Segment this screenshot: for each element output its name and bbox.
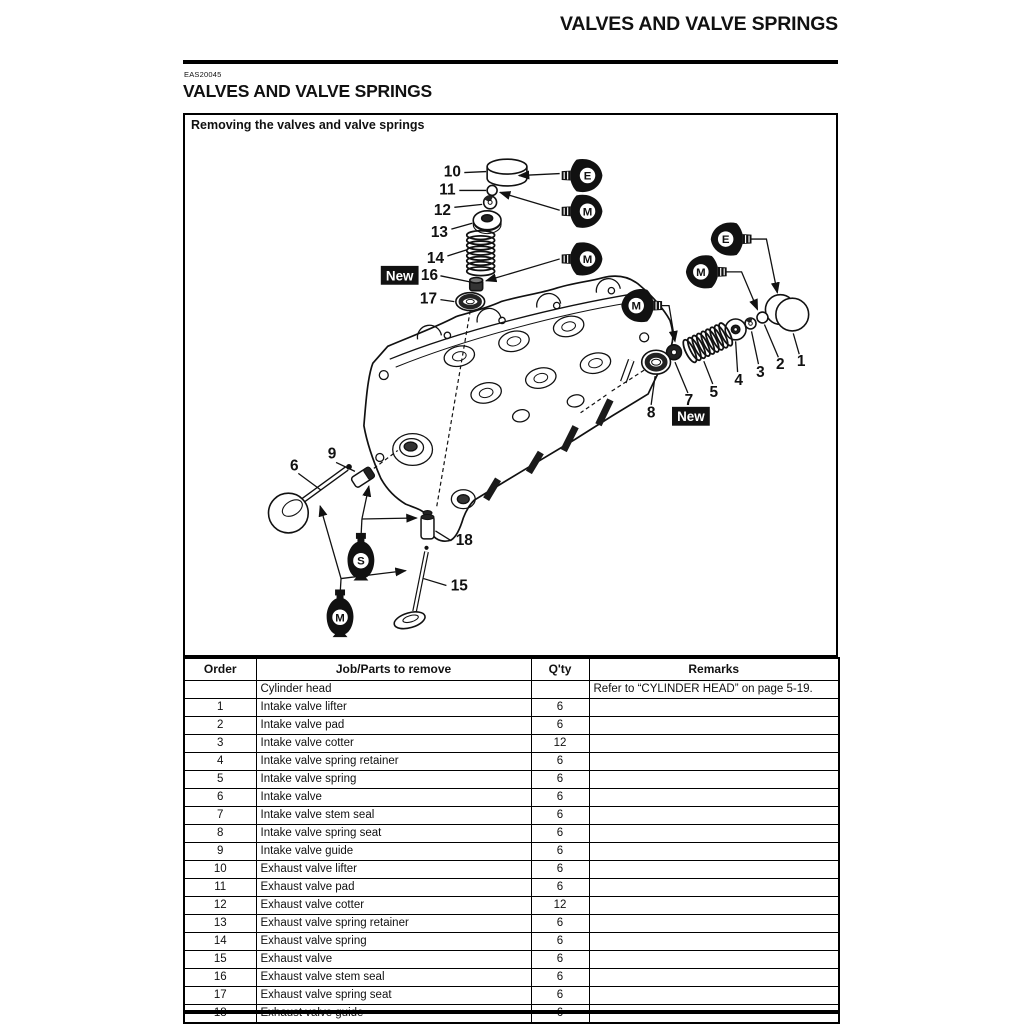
cell-remarks bbox=[589, 897, 839, 915]
table-row bbox=[184, 681, 839, 699]
cell-order: 17 bbox=[184, 987, 256, 1005]
new-tag bbox=[381, 266, 419, 285]
cell-remarks bbox=[589, 717, 839, 735]
callout-14: 14 bbox=[426, 249, 445, 267]
table-row bbox=[184, 879, 839, 897]
table-row bbox=[184, 825, 839, 843]
table-row bbox=[184, 753, 839, 771]
cell-order: 12 bbox=[184, 897, 256, 915]
cell-remarks bbox=[589, 969, 839, 987]
lube-symbol-m-icon bbox=[686, 255, 727, 288]
callout-7: 7 bbox=[684, 391, 694, 409]
cell-job: Intake valve lifter bbox=[256, 699, 531, 717]
lube-symbol-e-icon bbox=[562, 159, 603, 192]
cell-job: Intake valve spring retainer bbox=[256, 753, 531, 771]
cell-job: Cylinder head bbox=[256, 681, 531, 699]
exhaust-valve-part bbox=[392, 552, 427, 632]
callout-18: 18 bbox=[455, 531, 473, 549]
cell-qty: 6 bbox=[531, 969, 589, 987]
cell-qty: 6 bbox=[531, 699, 589, 717]
cell-qty: 6 bbox=[531, 879, 589, 897]
cell-order: 5 bbox=[184, 771, 256, 789]
cell-remarks bbox=[589, 753, 839, 771]
callout-11: 11 bbox=[439, 181, 456, 199]
lube-letter: E bbox=[721, 234, 730, 247]
cell-job: Intake valve spring seat bbox=[256, 825, 531, 843]
cell-qty: 6 bbox=[531, 717, 589, 735]
cell-job: Intake valve bbox=[256, 789, 531, 807]
cell-order: 7 bbox=[184, 807, 256, 825]
table-row bbox=[184, 861, 839, 879]
cell-qty: 6 bbox=[531, 861, 589, 879]
cell-qty: 6 bbox=[531, 987, 589, 1005]
exhaust-valve-cotter-part bbox=[484, 196, 497, 209]
intake-valve-cotter-part bbox=[745, 318, 756, 329]
cell-qty: 6 bbox=[531, 933, 589, 951]
callout-2: 2 bbox=[776, 356, 785, 374]
exhaust-valve-spring-part bbox=[467, 231, 495, 276]
callout-9: 9 bbox=[327, 445, 337, 463]
top-rule bbox=[183, 60, 838, 64]
cell-qty: 6 bbox=[531, 789, 589, 807]
cell-qty: 12 bbox=[531, 735, 589, 753]
cell-qty bbox=[531, 681, 589, 699]
lube-symbol-m-icon bbox=[562, 195, 603, 228]
cell-job: Intake valve guide bbox=[256, 843, 531, 861]
table-row bbox=[184, 717, 839, 735]
cell-order: 3 bbox=[184, 735, 256, 753]
cell-qty: 6 bbox=[531, 951, 589, 969]
new-tag-label: New bbox=[677, 409, 705, 425]
cell-job: Exhaust valve spring bbox=[256, 933, 531, 951]
cell-order: 6 bbox=[184, 789, 256, 807]
cell-remarks bbox=[589, 789, 839, 807]
col-header-remarks: Remarks bbox=[589, 658, 839, 681]
cell-order: 4 bbox=[184, 753, 256, 771]
lube-symbol-m-icon bbox=[562, 242, 603, 275]
callout-12: 12 bbox=[433, 202, 451, 220]
lube-letter: M bbox=[631, 300, 641, 313]
callout-10: 10 bbox=[443, 163, 461, 181]
cell-order: 16 bbox=[184, 969, 256, 987]
cell-job: Exhaust valve bbox=[256, 951, 531, 969]
cell-qty: 6 bbox=[531, 807, 589, 825]
cell-order: 9 bbox=[184, 843, 256, 861]
table-header-row bbox=[184, 658, 839, 681]
cell-job: Intake valve pad bbox=[256, 717, 531, 735]
col-header-qty: Q'ty bbox=[531, 658, 589, 681]
cell-order: 14 bbox=[184, 933, 256, 951]
section-code: EAS20045 bbox=[184, 70, 222, 79]
cell-order: 1 bbox=[184, 699, 256, 717]
cell-job: Exhaust valve stem seal bbox=[256, 969, 531, 987]
table-row bbox=[184, 735, 839, 753]
cell-job: Exhaust valve cotter bbox=[256, 897, 531, 915]
lube-symbol-s-icon bbox=[348, 533, 375, 581]
cell-order: 15 bbox=[184, 951, 256, 969]
table-row bbox=[184, 843, 839, 861]
cell-remarks bbox=[589, 915, 839, 933]
table-row bbox=[184, 951, 839, 969]
table-row bbox=[184, 771, 839, 789]
cell-remarks bbox=[589, 987, 839, 1005]
intake-valve-guide-part bbox=[350, 466, 375, 488]
cell-job: Intake valve spring bbox=[256, 771, 531, 789]
callout-1: 1 bbox=[796, 353, 806, 371]
intake-valve-spring-part bbox=[681, 321, 735, 364]
intake-valve-lifter-part bbox=[776, 298, 809, 331]
callout-3: 3 bbox=[756, 364, 765, 382]
lube-symbol-e-icon bbox=[711, 223, 752, 256]
callout-17: 17 bbox=[419, 290, 438, 308]
cell-qty: 6 bbox=[531, 825, 589, 843]
lube-letter: M bbox=[582, 206, 593, 219]
new-tag bbox=[672, 407, 710, 426]
exploded-view-figure bbox=[183, 113, 838, 657]
callout-8: 8 bbox=[646, 404, 656, 422]
lube-letter: M bbox=[582, 253, 593, 266]
bottom-rule bbox=[183, 1010, 838, 1014]
cell-job: Exhaust valve spring retainer bbox=[256, 915, 531, 933]
cell-order bbox=[184, 681, 256, 699]
col-header-job: Job/Parts to remove bbox=[256, 658, 531, 681]
cell-remarks bbox=[589, 951, 839, 969]
cell-job: Intake valve cotter bbox=[256, 735, 531, 753]
lube-letter: E bbox=[583, 170, 592, 183]
exhaust-valve-stem-seal-part bbox=[470, 277, 483, 290]
callout-5: 5 bbox=[709, 383, 719, 401]
cell-order: 2 bbox=[184, 717, 256, 735]
intake-valve-part bbox=[268, 465, 351, 533]
lube-letter: S bbox=[357, 555, 365, 568]
intake-valve-spring-seat-part bbox=[642, 350, 671, 374]
exhaust-parts-stack bbox=[456, 159, 527, 310]
new-tag-label: New bbox=[385, 268, 414, 284]
cell-order: 11 bbox=[184, 879, 256, 897]
callout-4: 4 bbox=[734, 372, 743, 389]
page-title: VALVES AND VALVE SPRINGS bbox=[183, 81, 432, 101]
parts-table bbox=[183, 657, 840, 1024]
cell-remarks bbox=[589, 825, 839, 843]
table-row bbox=[184, 915, 839, 933]
cell-remarks bbox=[589, 771, 839, 789]
cell-qty: 6 bbox=[531, 843, 589, 861]
cell-job: Intake valve stem seal bbox=[256, 807, 531, 825]
exhaust-valve-pad-part bbox=[487, 185, 497, 195]
callout-6: 6 bbox=[290, 457, 299, 475]
cell-remarks bbox=[589, 735, 839, 753]
cell-job: Exhaust valve spring seat bbox=[256, 987, 531, 1005]
cell-remarks bbox=[589, 933, 839, 951]
cell-qty: 6 bbox=[531, 915, 589, 933]
table-row bbox=[184, 933, 839, 951]
figure-caption: Removing the valves and valve springs bbox=[191, 118, 425, 132]
lube-symbol-m-icon bbox=[327, 589, 354, 637]
table-row bbox=[184, 969, 839, 987]
cell-order: 13 bbox=[184, 915, 256, 933]
cell-remarks bbox=[589, 843, 839, 861]
cell-qty: 6 bbox=[531, 771, 589, 789]
table-row bbox=[184, 897, 839, 915]
lube-letter: M bbox=[335, 612, 345, 625]
cell-job: Exhaust valve lifter bbox=[256, 861, 531, 879]
lube-letter: M bbox=[696, 266, 706, 279]
cell-remarks bbox=[589, 699, 839, 717]
cell-remarks bbox=[589, 879, 839, 897]
cell-qty: 6 bbox=[531, 753, 589, 771]
cell-remarks bbox=[589, 807, 839, 825]
table-row bbox=[184, 699, 839, 717]
intake-valve-pad-part bbox=[757, 312, 768, 323]
col-header-order: Order bbox=[184, 658, 256, 681]
table-row bbox=[184, 807, 839, 825]
table-row bbox=[184, 789, 839, 807]
cell-order: 8 bbox=[184, 825, 256, 843]
cell-order: 10 bbox=[184, 861, 256, 879]
callout-16: 16 bbox=[420, 266, 439, 284]
table-row bbox=[184, 987, 839, 1005]
running-header: VALVES AND VALVE SPRINGS bbox=[560, 13, 838, 35]
exhaust-valve-spring-seat-part bbox=[456, 293, 485, 311]
callout-15: 15 bbox=[450, 577, 468, 595]
cell-remarks: Refer to “CYLINDER HEAD” on page 5-19. bbox=[589, 681, 839, 699]
cell-job: Exhaust valve pad bbox=[256, 879, 531, 897]
callout-13: 13 bbox=[430, 224, 448, 242]
exploded-diagram bbox=[185, 115, 836, 655]
cell-qty: 12 bbox=[531, 897, 589, 915]
cell-remarks bbox=[589, 861, 839, 879]
exhaust-valve-guide-part bbox=[421, 510, 434, 549]
